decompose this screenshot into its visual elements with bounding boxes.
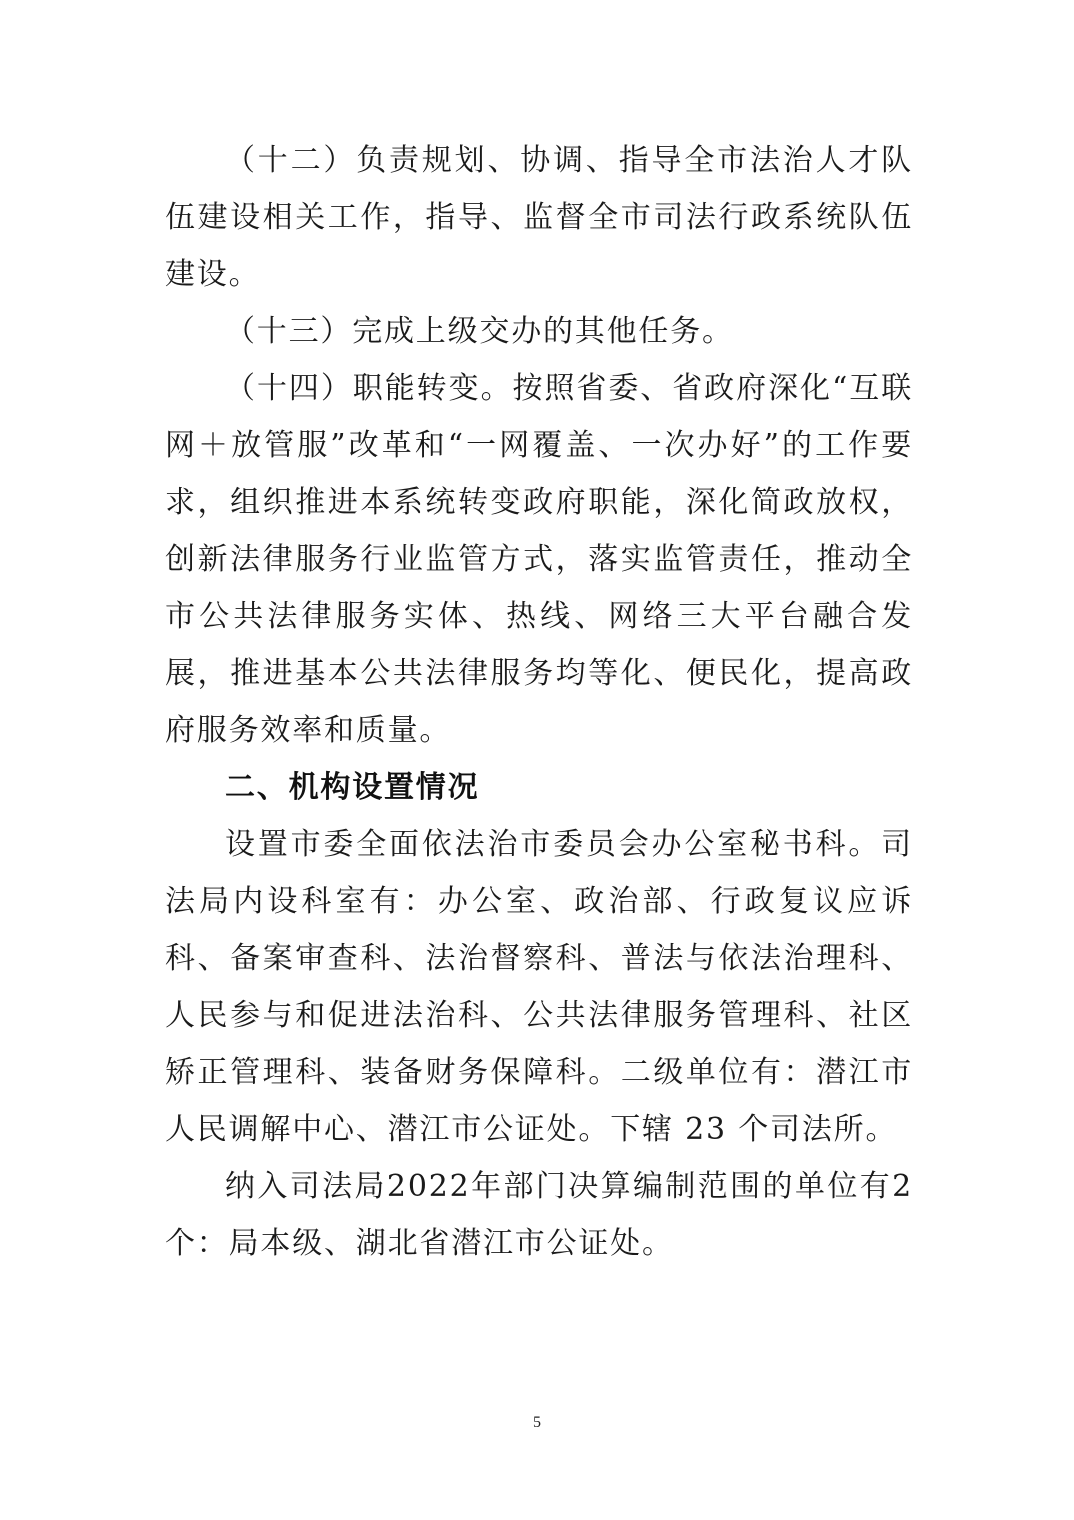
paragraph-item-13: （十三）完成上级交办的其他任务。 <box>225 314 734 349</box>
paragraph-item-12: （十二）负责规划、协调、指导全市法治人才队伍建设相关工作，指导、监督全市司法行政系统队伍建设。 <box>165 143 913 292</box>
page-number: 5 <box>533 1414 541 1431</box>
paragraph-budget-scope: 纳入司法局2022年部门决算编制范围的单位有2个：局本级、湖北省潜江市公证处。 <box>165 1169 913 1261</box>
paragraph-item-14: （十四）职能转变。按照省委、省政府深化“互联网＋放管服”改革和“一网覆盖、一次办好”的工作要求，组织推进本系统转变政府职能，深化简政放权，创新法律服务行业监管方式，落实监管责任，推动全市公共法律服务实体、热线、网络三大平台融合发展，推进基本公共法律服务均等化、便民化，提高政府服务效率和质量。 <box>165 371 913 748</box>
document-body <box>165 132 913 1272</box>
section-heading-organization: 二、机构设置情况 <box>225 770 480 805</box>
paragraph-organization-setup: 设置市委全面依法治市委员会办公室秘书科。司法局内设科室有：办公室、政治部、行政复议应诉科、备案审查科、法治督察科、普法与依法治理科、人民参与和促进法治科、公共法律服务管理科、社区矫正管理科、装备财务保障科。二级单位有：潜江市人民调解中心、潜江市公证处。下辖 23 个司法所。 <box>165 827 913 1147</box>
